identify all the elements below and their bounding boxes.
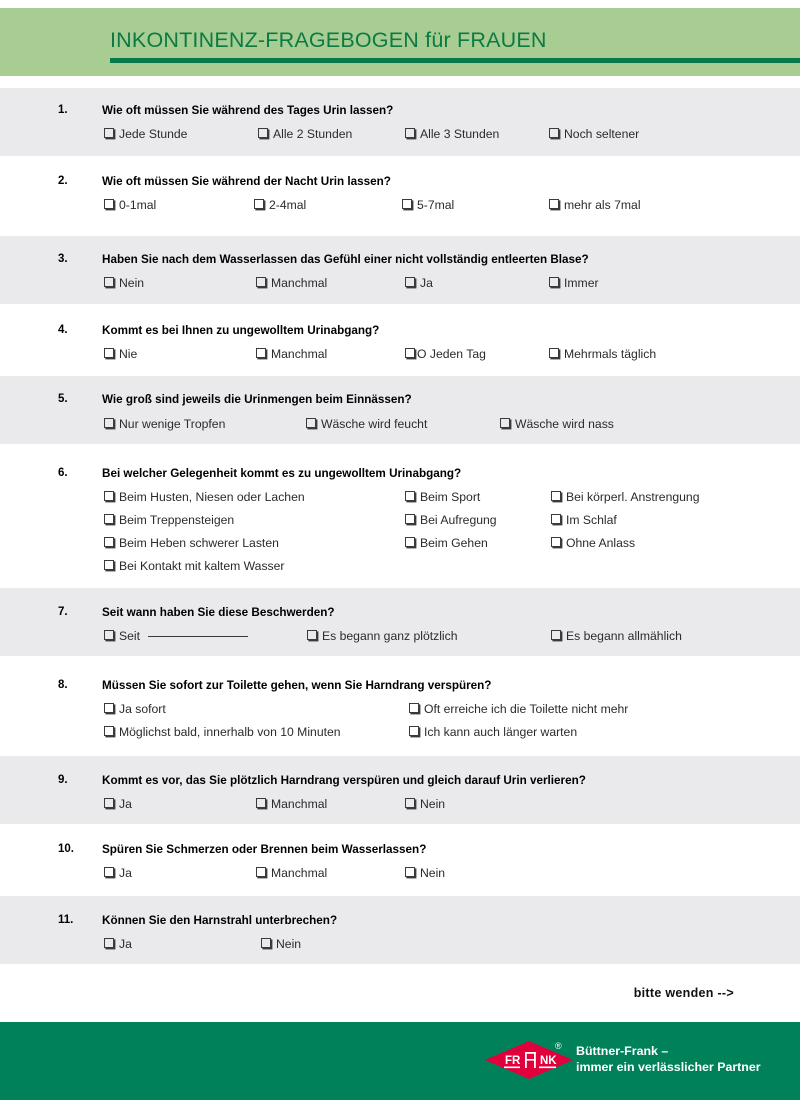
option-label: Ja bbox=[119, 797, 132, 811]
option-label: Ohne Anlass bbox=[566, 536, 636, 550]
question-block-6 bbox=[0, 444, 800, 588]
question-number: 2. bbox=[58, 175, 68, 187]
option-label: Bei körperl. Anstrengung bbox=[566, 490, 700, 504]
checkbox-icon[interactable] bbox=[104, 798, 114, 808]
option-checkbox-4-4[interactable] bbox=[549, 347, 656, 361]
option-label: Es begann ganz plötzlich bbox=[322, 629, 458, 643]
checkbox-icon[interactable] bbox=[307, 630, 317, 640]
option-checkbox-2-4[interactable] bbox=[549, 198, 641, 212]
question-block-11 bbox=[0, 896, 800, 964]
page-title: INKONTINENZ-FRAGEBOGEN für FRAUEN bbox=[110, 28, 547, 52]
option-checkbox-7-2[interactable] bbox=[307, 629, 458, 643]
option-label: Manchmal bbox=[271, 866, 328, 880]
checkbox-icon[interactable] bbox=[104, 514, 114, 524]
option-label: Im Schlaf bbox=[566, 513, 617, 527]
checkbox-icon[interactable] bbox=[405, 277, 415, 287]
registered-trademark-icon: ® bbox=[555, 1041, 562, 1051]
option-checkbox-9-2[interactable] bbox=[256, 797, 327, 811]
checkbox-icon[interactable] bbox=[104, 867, 114, 877]
checkbox-icon[interactable] bbox=[549, 348, 559, 358]
question-text: Seit wann haben Sie diese Beschwerden? bbox=[102, 606, 335, 619]
question-text: Können Sie den Harnstrahl unterbrechen? bbox=[102, 914, 338, 927]
option-label: Manchmal bbox=[271, 276, 328, 290]
checkbox-icon[interactable] bbox=[402, 199, 412, 209]
checkbox-icon[interactable] bbox=[405, 348, 415, 358]
option-label: Bei Aufregung bbox=[420, 513, 497, 527]
question-number: 11. bbox=[58, 914, 74, 926]
option-checkbox-4-2[interactable] bbox=[256, 347, 327, 361]
checkbox-icon[interactable] bbox=[256, 798, 266, 808]
checkbox-icon[interactable] bbox=[258, 128, 268, 138]
checkbox-icon[interactable] bbox=[405, 867, 415, 877]
footer-line-1: Büttner-Frank – bbox=[576, 1044, 669, 1058]
option-checkbox-11-1[interactable] bbox=[104, 937, 132, 951]
logo-underline-fr bbox=[504, 1067, 520, 1069]
turn-page-note: bitte wenden --> bbox=[633, 986, 734, 1000]
option-label: mehr als 7mal bbox=[564, 198, 641, 212]
option-label: Ja sofort bbox=[119, 702, 166, 716]
question-number: 4. bbox=[58, 324, 68, 336]
logo-text-fr: FR bbox=[505, 1055, 521, 1067]
option-checkbox-6-5[interactable] bbox=[405, 513, 497, 527]
option-label: Nie bbox=[119, 347, 138, 361]
option-checkbox-8-4[interactable] bbox=[409, 725, 577, 739]
checkbox-icon[interactable] bbox=[104, 703, 114, 713]
option-label: Möglichst bald, innerhalb von 10 Minuten bbox=[119, 725, 341, 739]
checkbox-icon[interactable] bbox=[551, 514, 561, 524]
question-text: Wie oft müssen Sie während der Nacht Urin lassen? bbox=[102, 175, 391, 188]
option-label: 0-1mal bbox=[119, 198, 157, 212]
question-text: Wie oft müssen Sie während des Tages Urin lassen? bbox=[102, 104, 394, 117]
question-block-7 bbox=[0, 588, 800, 656]
question-block-8 bbox=[0, 656, 800, 752]
option-checkbox-9-1[interactable] bbox=[104, 797, 132, 811]
checkbox-icon[interactable] bbox=[254, 199, 264, 209]
question-number: 10. bbox=[58, 843, 74, 855]
checkbox-icon[interactable] bbox=[306, 418, 316, 428]
option-checkbox-10-2[interactable] bbox=[256, 866, 327, 880]
checkbox-icon[interactable] bbox=[409, 703, 419, 713]
checkbox-icon[interactable] bbox=[405, 798, 415, 808]
question-number: 7. bbox=[58, 606, 68, 618]
question-number: 3. bbox=[58, 253, 68, 265]
option-checkbox-5-3[interactable] bbox=[500, 417, 614, 431]
checkbox-icon[interactable] bbox=[551, 630, 561, 640]
option-checkbox-1-2[interactable] bbox=[258, 127, 352, 141]
checkbox-icon[interactable] bbox=[551, 537, 561, 547]
option-label: Nur wenige Tropfen bbox=[119, 417, 226, 431]
option-label: Wäsche wird nass bbox=[515, 417, 614, 431]
option-label: Beim Husten, Niesen oder Lachen bbox=[119, 490, 305, 504]
logo-text-nk: NK bbox=[540, 1055, 557, 1067]
option-label: Nein bbox=[420, 797, 446, 811]
checkbox-icon[interactable] bbox=[256, 867, 266, 877]
checkbox-icon[interactable] bbox=[409, 726, 419, 736]
footer-company-text bbox=[576, 1044, 761, 1075]
question-block-9 bbox=[0, 756, 800, 824]
question-text: Kommt es vor, das Sie plötzlich Harndrang verspüren und gleich darauf Urin verlieren? bbox=[102, 774, 586, 787]
logo-a-cross-stroke bbox=[525, 1059, 536, 1061]
checkbox-icon[interactable] bbox=[104, 560, 114, 570]
option-label: 2-4mal bbox=[269, 198, 307, 212]
option-checkbox-5-2[interactable] bbox=[306, 417, 427, 431]
checkbox-icon[interactable] bbox=[104, 418, 114, 428]
option-label: 5-7mal bbox=[417, 198, 455, 212]
option-label: Ja bbox=[119, 937, 132, 951]
option-label: Beim Sport bbox=[420, 490, 481, 504]
option-checkbox-1-3[interactable] bbox=[405, 127, 499, 141]
option-label: Mehrmals täglich bbox=[564, 347, 657, 361]
option-checkbox-10-3[interactable] bbox=[405, 866, 445, 880]
question-block-4 bbox=[0, 304, 800, 376]
logo-a-top-stroke bbox=[525, 1052, 536, 1054]
question-text: Bei welcher Gelegenheit kommt es zu ungewolltem Urinabgang? bbox=[102, 467, 462, 480]
question-block-3 bbox=[0, 236, 800, 304]
option-checkbox-8-2[interactable] bbox=[409, 702, 628, 716]
question-number: 5. bbox=[58, 393, 68, 405]
question-block-2 bbox=[0, 156, 800, 226]
option-checkbox-6-3[interactable] bbox=[551, 490, 699, 504]
option-label: Es begann allmählich bbox=[566, 629, 682, 643]
checkbox-icon[interactable] bbox=[500, 418, 510, 428]
question-number: 6. bbox=[58, 467, 68, 479]
option-label: Noch seltener bbox=[564, 127, 640, 141]
option-checkbox-6-2[interactable] bbox=[405, 490, 480, 504]
checkbox-icon[interactable] bbox=[104, 491, 114, 501]
option-checkbox-4-3[interactable] bbox=[405, 347, 486, 361]
option-checkbox-6-6[interactable] bbox=[551, 513, 617, 527]
option-checkbox-6-1[interactable] bbox=[104, 490, 305, 504]
footer-line-2: immer ein verlässlicher Partner bbox=[576, 1059, 761, 1074]
question-number: 9. bbox=[58, 774, 68, 786]
option-checkbox-1-1[interactable] bbox=[104, 127, 187, 141]
checkbox-icon[interactable] bbox=[104, 726, 114, 736]
logo-underline-nk bbox=[539, 1067, 556, 1069]
checkbox-icon[interactable] bbox=[551, 491, 561, 501]
question-number: 1. bbox=[58, 104, 68, 116]
checkbox-icon[interactable] bbox=[549, 277, 559, 287]
option-checkbox-2-1[interactable] bbox=[104, 198, 156, 212]
option-checkbox-6-7[interactable] bbox=[104, 536, 279, 550]
checkbox-icon[interactable] bbox=[256, 277, 266, 287]
option-label: Manchmal bbox=[271, 347, 328, 361]
question-text: Müssen Sie sofort zur Toilette gehen, wenn Sie Harndrang verspüren? bbox=[102, 679, 492, 692]
checkbox-icon[interactable] bbox=[405, 514, 415, 524]
option-checkbox-2-3[interactable] bbox=[402, 198, 454, 212]
question-block-10 bbox=[0, 824, 800, 896]
option-label: Oft erreiche ich die Toilette nicht mehr bbox=[424, 702, 629, 716]
checkbox-icon[interactable] bbox=[256, 348, 266, 358]
question-text: Haben Sie nach dem Wasserlassen das Gefühl einer nicht vollständig entleerten Blase? bbox=[102, 253, 589, 266]
option-checkbox-4-1[interactable] bbox=[104, 347, 137, 361]
option-checkbox-6-9[interactable] bbox=[551, 536, 635, 550]
checkbox-icon[interactable] bbox=[405, 128, 415, 138]
checkbox-icon[interactable] bbox=[405, 537, 415, 547]
option-label: Manchmal bbox=[271, 797, 328, 811]
option-checkbox-6-4[interactable] bbox=[104, 513, 234, 527]
checkbox-icon[interactable] bbox=[104, 348, 114, 358]
option-checkbox-6-10[interactable] bbox=[104, 559, 284, 573]
title-underline-rule bbox=[110, 58, 800, 63]
checkbox-icon[interactable] bbox=[549, 199, 559, 209]
question-block-5 bbox=[0, 376, 800, 444]
checkbox-icon[interactable] bbox=[261, 938, 271, 948]
option-label: Ich kann auch länger warten bbox=[424, 725, 578, 739]
frank-logo-svg bbox=[483, 1037, 579, 1083]
option-label: Wäsche wird feucht bbox=[321, 417, 428, 431]
option-label: Beim Gehen bbox=[420, 536, 488, 550]
option-label: Beim Treppensteigen bbox=[119, 513, 235, 527]
option-checkbox-3-3[interactable] bbox=[405, 276, 433, 290]
option-label: Alle 3 Stunden bbox=[420, 127, 500, 141]
checkbox-icon[interactable] bbox=[104, 199, 114, 209]
option-label: Ja bbox=[420, 276, 433, 290]
checkbox-icon[interactable] bbox=[104, 537, 114, 547]
option-checkbox-6-8[interactable] bbox=[405, 536, 488, 550]
option-checkbox-9-3[interactable] bbox=[405, 797, 445, 811]
checkbox-icon[interactable] bbox=[104, 630, 114, 640]
header-band bbox=[0, 8, 800, 76]
option-checkbox-8-1[interactable] bbox=[104, 702, 166, 716]
option-label: Nein bbox=[119, 276, 145, 290]
checkbox-icon[interactable] bbox=[549, 128, 559, 138]
option-label: Beim Heben schwerer Lasten bbox=[119, 536, 279, 550]
option-checkbox-10-1[interactable] bbox=[104, 866, 132, 880]
option-checkbox-7-3[interactable] bbox=[551, 629, 682, 643]
option-checkbox-1-4[interactable] bbox=[549, 127, 639, 141]
checkbox-icon[interactable] bbox=[104, 277, 114, 287]
option-label: Seit bbox=[119, 629, 141, 643]
question-text: Kommt es bei Ihnen zu ungewolltem Urinabgang? bbox=[102, 324, 380, 337]
option-label: Nein bbox=[276, 937, 302, 951]
question-number: 8. bbox=[58, 679, 68, 691]
option-checkbox-8-3[interactable] bbox=[104, 725, 341, 739]
checkbox-icon[interactable] bbox=[405, 491, 415, 501]
question-block-1 bbox=[0, 88, 800, 156]
question-text: Wie groß sind jeweils die Urinmengen beim Einnässen? bbox=[102, 393, 412, 406]
option-checkbox-3-2[interactable] bbox=[256, 276, 327, 290]
seit-blank-field[interactable] bbox=[148, 635, 248, 637]
question-text: Spüren Sie Schmerzen oder Brennen beim Wasserlassen? bbox=[102, 843, 427, 856]
option-label: O Jeden Tag bbox=[417, 347, 486, 361]
option-checkbox-5-1[interactable] bbox=[104, 417, 225, 431]
option-checkbox-3-4[interactable] bbox=[549, 276, 599, 290]
option-label: Bei Kontakt mit kaltem Wasser bbox=[119, 559, 285, 573]
option-checkbox-11-2[interactable] bbox=[261, 937, 301, 951]
checkbox-icon[interactable] bbox=[104, 938, 114, 948]
option-label: Immer bbox=[564, 276, 599, 290]
frank-logo bbox=[483, 1037, 579, 1083]
option-label: Jede Stunde bbox=[119, 127, 188, 141]
option-checkbox-2-2[interactable] bbox=[254, 198, 306, 212]
option-label: Alle 2 Stunden bbox=[273, 127, 353, 141]
option-checkbox-3-1[interactable] bbox=[104, 276, 144, 290]
option-checkbox-7-1[interactable] bbox=[104, 629, 248, 643]
option-label: Nein bbox=[420, 866, 446, 880]
checkbox-icon[interactable] bbox=[104, 128, 114, 138]
option-label: Ja bbox=[119, 866, 132, 880]
